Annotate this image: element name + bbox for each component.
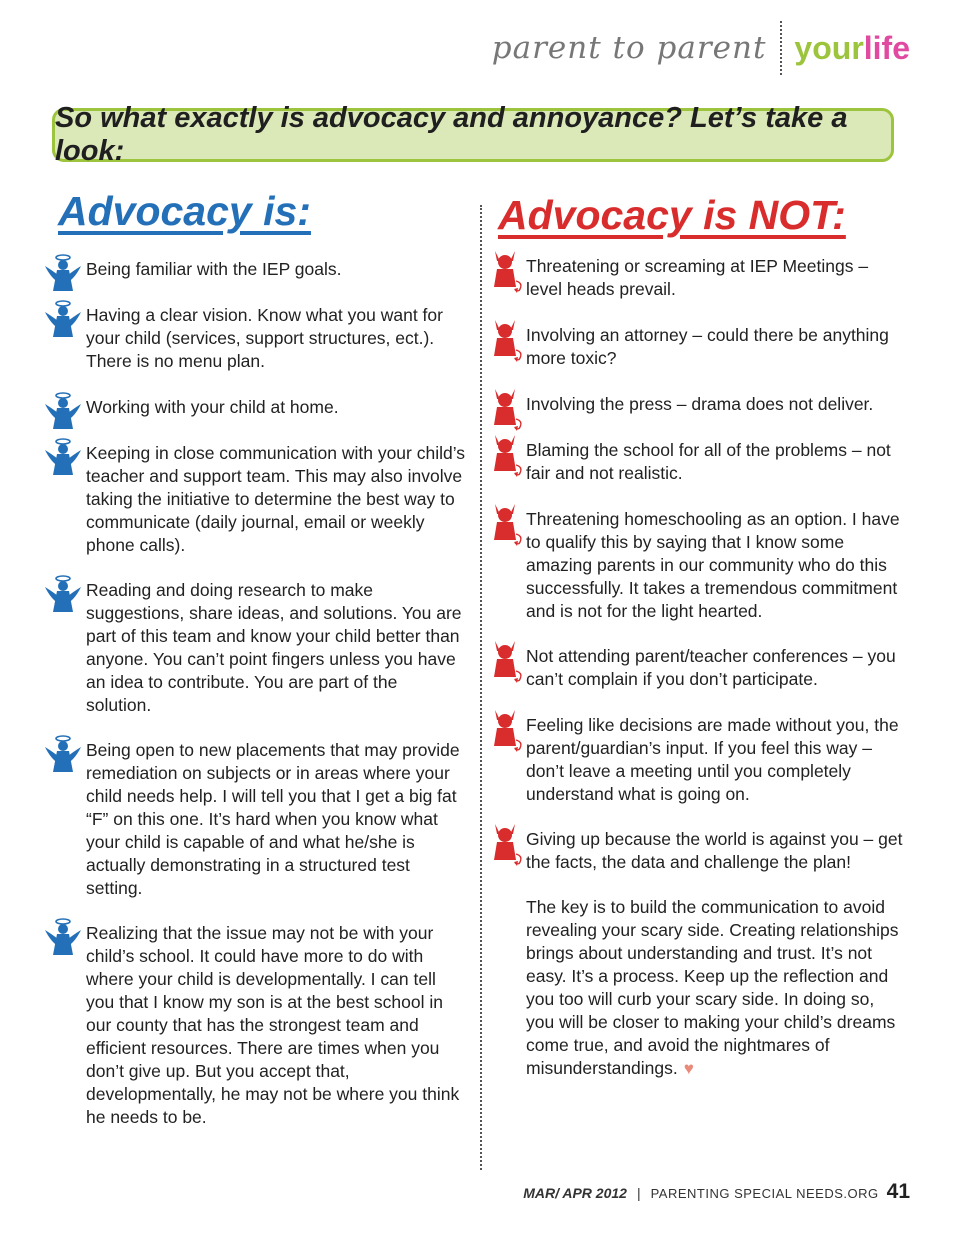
page-number: 41	[886, 1180, 910, 1203]
advocacy-is-title: Advocacy is:	[58, 188, 311, 234]
is-not-item-text: Feeling like decisions are made without you, the parent/guardian’s input. If you feel this way – don’t leave a meeting until you completely understand what is going on.	[526, 715, 899, 804]
is-list-item	[86, 579, 466, 717]
angel-icon	[42, 300, 82, 338]
is-not-item-text: Blaming the school for all of the problems – not fair and not realistic.	[526, 440, 891, 483]
is-not-list-item	[526, 508, 904, 623]
brand-life: life	[863, 29, 910, 66]
publication-site: PARENTING SPECIAL NEEDS.ORG	[650, 1186, 879, 1201]
angel-icon	[42, 438, 82, 476]
is-not-item-text: Involving the press – drama does not deliver.	[526, 394, 874, 414]
banner	[52, 102, 894, 167]
is-item-text: Realizing that the issue may not be with your child’s school. It could have more to do with where your child is developmentally. I can tell you that I know my son is at the best school in our county that has the strongest team and efficient resources. There are times when you don’t give up. But you accept that, developmentally, he may not be where you think he needs to be.	[86, 923, 460, 1127]
is-not-list-item	[526, 393, 904, 416]
footer-separator: |	[636, 1185, 641, 1201]
is-list-item	[86, 258, 466, 281]
issue-date: MAR/ APR 2012	[523, 1185, 627, 1201]
is-item-text: Keeping in close communication with your child’s teacher and support team. This may also involve taking the initiative to determine the best way to communicate (daily journal, email or weekly phone calls).	[86, 443, 466, 555]
is-list-item	[86, 396, 466, 419]
devil-icon	[486, 637, 524, 683]
advocacy-is-not-title: Advocacy is NOT:	[498, 192, 846, 238]
is-item-text: Being familiar with the IEP goals.	[86, 259, 342, 279]
is-not-item-text: Not attending parent/teacher conferences – you can’t complain if you don’t participate.	[526, 646, 896, 689]
devil-icon	[486, 316, 524, 362]
is-item-text: Working with your child at home.	[86, 397, 339, 417]
closing-paragraph	[526, 896, 904, 1080]
column-divider	[480, 205, 482, 1170]
brand-your: your	[794, 29, 864, 66]
angel-icon	[42, 254, 82, 292]
page-header	[492, 18, 910, 78]
devil-icon	[486, 706, 524, 752]
is-not-list-item	[526, 645, 904, 691]
is-list-item	[86, 922, 466, 1129]
is-not-list-item	[526, 828, 904, 874]
is-list-item	[86, 442, 466, 557]
is-not-list-item	[526, 714, 904, 806]
section-tagline: parent to parent	[491, 30, 767, 66]
is-not-item-text: Involving an attorney – could there be anything more toxic?	[526, 325, 889, 368]
is-not-list-item	[526, 255, 904, 301]
is-not-list-item	[526, 439, 904, 485]
closing-text: The key is to build the communication to avoid revealing your scary side. Creating relationships brings about understanding and trust. It’s not easy. It’s a process. Keep up the reflection and you too will curb your scary side. In doing so, you will be closer to making your child’s dreams come true, and avoid the nightmares of misunderstandings.	[526, 897, 899, 1078]
section-brand	[782, 30, 910, 67]
angel-icon	[42, 392, 82, 430]
devil-icon	[486, 500, 524, 546]
angel-icon	[42, 735, 82, 773]
is-item-text: Reading and doing research to make suggestions, share ideas, and solutions. You are part of this team and know your child better than anyone. You can’t point fingers unless you have an idea to contribute. You are part of the solution.	[86, 580, 462, 715]
is-not-list-item	[526, 324, 904, 370]
is-item-text: Having a clear vision. Know what you want for your child (services, support structures, ect.). There is no menu plan.	[86, 305, 443, 371]
is-not-item-text: Threatening or screaming at IEP Meetings – level heads prevail.	[526, 256, 869, 299]
is-item-text: Being open to new placements that may provide remediation on subjects or in areas where your child needs help. I will tell you that I get a big fat “F” on this one. It’s hard when you know what your child is capable of and what he/she is actually demonstrating in a structured test setting.	[86, 740, 460, 898]
is-not-item-text: Threatening homeschooling as an option. I have to qualify this by saying that I know some amazing parents in our community who do this successfully. It takes a tremendous commitment and is not for the light hearted.	[526, 509, 900, 621]
is-list-item	[86, 739, 466, 900]
heart-icon: ♥	[683, 1059, 694, 1078]
is-not-item-text: Giving up because the world is against you – get the facts, the data and challenge the plan!	[526, 829, 903, 872]
is-list-item	[86, 304, 466, 373]
devil-icon	[486, 431, 524, 477]
devil-icon	[486, 247, 524, 293]
devil-icon	[486, 385, 524, 431]
devil-icon	[486, 820, 524, 866]
page-footer	[523, 1180, 910, 1204]
angel-icon	[42, 918, 82, 956]
banner-text: So what exactly is advocacy and annoyance? Let’s take a look:	[55, 102, 848, 167]
angel-icon	[42, 575, 82, 613]
